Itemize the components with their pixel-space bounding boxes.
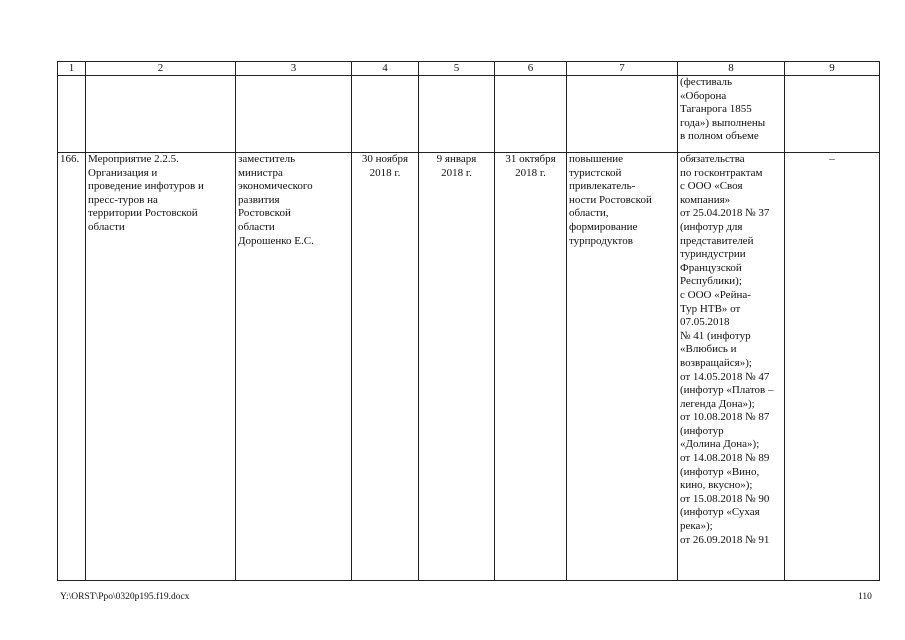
- cell-text-line: туриндустрии: [680, 248, 746, 261]
- cell-text-line: (инфотур: [680, 424, 724, 437]
- cell-text-line: от 10.08.2018 № 87: [680, 411, 770, 424]
- cell-text-line: турпродуктов: [569, 234, 633, 247]
- cell-text-line: компания»: [680, 193, 731, 206]
- cell-text-line: от 15.08.2018 № 90: [680, 492, 770, 505]
- cell-text-line: обязательства: [680, 153, 745, 165]
- cell-text-line: 07.05.2018: [680, 316, 730, 329]
- column-header: 7: [567, 62, 678, 76]
- table-cell: [495, 76, 567, 153]
- cell-text-line: № 41 (инфотур: [680, 329, 751, 342]
- cell-text-line: с ООО «Своя: [680, 180, 743, 193]
- cell-text-line: территории Ростовской: [88, 207, 198, 220]
- cell-text-line: 2018 г.: [441, 166, 472, 179]
- cell-text-line: Таганрога 1855: [680, 103, 752, 116]
- cell-text-line: развития: [238, 193, 280, 206]
- cell-text-line: 2018 г.: [515, 166, 546, 179]
- column-header: 5: [419, 62, 495, 76]
- cell-text-line: пресс-туров на: [88, 193, 158, 206]
- cell-text-line: кино, вкусно»);: [680, 479, 753, 492]
- cell-text-line: формирование: [569, 220, 638, 233]
- cell-text-line: проведение инфотуров и: [88, 180, 204, 193]
- cell-text-line: Республики);: [680, 275, 742, 288]
- table-cell: [785, 76, 880, 153]
- file-path: Y:\ORST\Ppo\0320p195.f19.docx: [60, 592, 190, 602]
- cell-text-line: по госконтрактам: [680, 166, 763, 179]
- table-cell: [86, 76, 236, 153]
- column-header: 3: [236, 62, 352, 76]
- cell-text-line: с ООО «Рейна-: [680, 288, 751, 301]
- cell-text-line: туристской: [569, 166, 622, 179]
- cell-text-line: года») выполнены: [680, 116, 766, 129]
- actual-end-cell: [495, 153, 567, 581]
- cell-text-line: от 14.05.2018 № 47: [680, 370, 770, 383]
- cell-text-line: (фестиваль: [680, 76, 733, 88]
- table-cell: [236, 76, 352, 153]
- cell-text-line: легенда Дона»);: [680, 397, 755, 410]
- note-cell: –: [785, 153, 880, 581]
- responsible-cell: [236, 153, 352, 581]
- cell-text-line: «Влюбись и: [680, 343, 737, 356]
- cell-text-line: «Оборона: [680, 89, 727, 102]
- cell-text-line: от 25.04.2018 № 37: [680, 207, 770, 220]
- cell-text-line: (инфотур «Вино,: [680, 465, 760, 478]
- report-table: [57, 61, 880, 581]
- column-header: 8: [678, 62, 785, 76]
- cell-text-line: река»);: [680, 520, 713, 533]
- column-header: 9: [785, 62, 880, 76]
- column-header: 2: [86, 62, 236, 76]
- cell-text-line: Ростовской: [238, 207, 291, 220]
- cell-text-line: 9 января: [436, 153, 477, 165]
- cell-text-line: 2018 г.: [369, 166, 401, 179]
- table-row: [58, 153, 880, 581]
- result-cell: [567, 153, 678, 581]
- cell-text-line: 30 ноября: [361, 153, 409, 165]
- cell-text-line: Французской: [680, 261, 742, 274]
- execution-cell: [678, 76, 785, 153]
- cell-text-line: (инфотур «Платов –: [680, 384, 774, 397]
- table-row: [58, 76, 880, 153]
- cell-text-line: области,: [569, 207, 609, 220]
- table-cell: [58, 76, 86, 153]
- cell-text-line: ности Ростовской: [569, 193, 652, 206]
- cell-text-line: Тур НТВ» от: [680, 302, 741, 315]
- column-header: 1: [58, 62, 86, 76]
- column-header: 6: [495, 62, 567, 76]
- cell-text-line: (инфотур «Сухая: [680, 506, 760, 519]
- cell-text-line: Дорошенко Е.С.: [238, 234, 314, 247]
- cell-text-line: Организация и: [88, 166, 158, 179]
- row-number: 166.: [58, 153, 86, 581]
- cell-text-line: от 26.09.2018 № 91: [680, 533, 770, 546]
- execution-cell: [678, 153, 785, 581]
- cell-text-line: от 14.08.2018 № 89: [680, 452, 770, 465]
- cell-text-line: 31 октября: [505, 153, 556, 165]
- cell-text-line: возвращайся»);: [680, 356, 752, 369]
- actual-start-cell: [419, 153, 495, 581]
- column-header: 4: [352, 62, 419, 76]
- cell-text-line: в полном объеме: [680, 130, 759, 143]
- cell-text-line: представителей: [680, 234, 754, 247]
- planned-date-cell: [352, 153, 419, 581]
- cell-text-line: Мероприятие 2.2.5.: [88, 153, 179, 165]
- cell-text-line: области: [88, 220, 125, 233]
- cell-text-line: министра: [238, 166, 283, 179]
- cell-text-line: «Долина Дона»);: [680, 438, 760, 451]
- table-cell: [567, 76, 678, 153]
- table-cell: [352, 76, 419, 153]
- cell-text-line: экономического: [238, 180, 313, 193]
- event-cell: [86, 153, 236, 581]
- table-cell: [419, 76, 495, 153]
- cell-text-line: заместитель: [238, 153, 296, 165]
- column-number-row: [58, 62, 880, 76]
- page-number: 110: [858, 592, 872, 602]
- cell-text-line: привлекатель-: [569, 180, 636, 193]
- cell-text-line: области: [238, 220, 275, 233]
- cell-text-line: повышение: [569, 153, 623, 165]
- cell-text-line: (инфотур для: [680, 220, 743, 233]
